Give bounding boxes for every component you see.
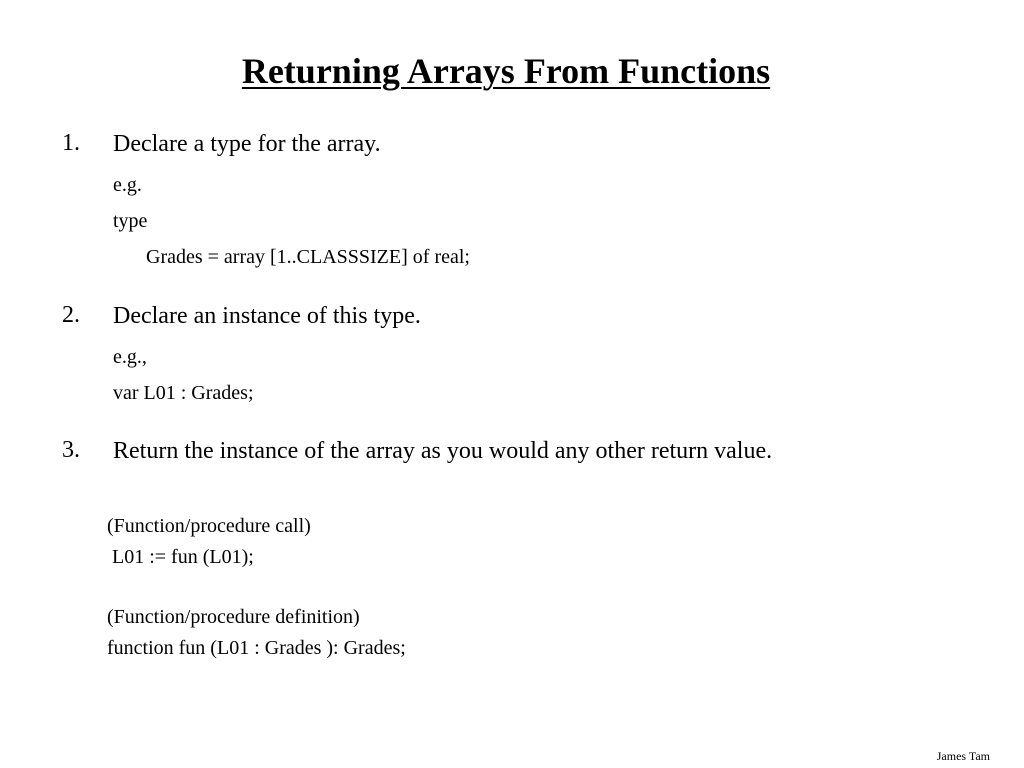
slide-title: Returning Arrays From Functions [241,51,771,91]
author-footer: James Tam [936,749,990,763]
call-label: (Function/procedure call) [107,515,311,537]
definition-label: (Function/procedure definition) [107,606,360,628]
step-1-type-declaration: Grades = array [1..CLASSSIZE] of real; [146,246,470,268]
step-2-text: Declare an instance of this type. [113,303,421,329]
definition-code: function fun (L01 : Grades ): Grades; [107,637,406,659]
step-1-example-label: e.g. [113,174,142,196]
step-1-type-keyword: type [113,210,148,232]
call-code: L01 := fun (L01); [107,546,254,568]
step-1-number: 1. [62,130,80,156]
step-2-number: 2. [62,302,80,328]
step-3-number: 3. [62,437,80,463]
step-2-example-label: e.g., [113,346,147,368]
step-1-text: Declare a type for the array. [113,131,381,157]
step-3-text: Return the instance of the array as you would any other return value. [113,438,773,464]
step-2-var-declaration: var L01 : Grades; [113,382,254,404]
